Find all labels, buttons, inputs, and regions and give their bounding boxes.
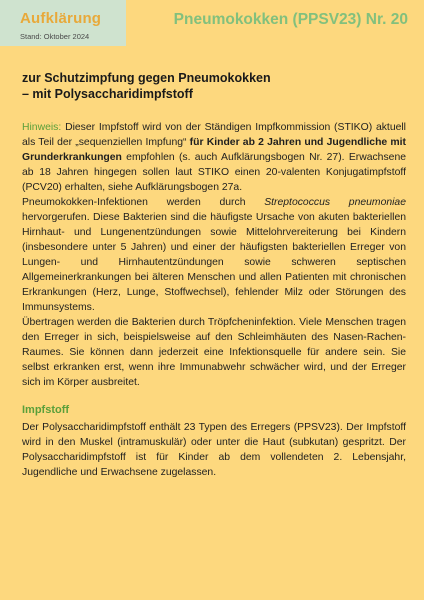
notice-text-1: Dieser Impfstoff wird von der Ständigen Impfkommission (STIKO) aktuell als Teil der „sequenziellen Impfung“ [22, 122, 406, 148]
vaccine-heading: Impfstoff [22, 404, 70, 416]
document-subject [22, 70, 412, 102]
document-title: Pneumokokken (PPSV23) Nr. 20 [173, 11, 408, 28]
notice-emphasis: für Kinder ab 2 Jahren und Jugendliche mit Grunderkrankungen [22, 137, 406, 163]
notice-label: Hinweis: [22, 122, 62, 133]
document-body [22, 120, 406, 480]
notice-text-2: empfohlen (s. auch Aufklärungsbogen Nr. 27). Erwachsene ab 18 Jahren hingegen sollen laut STIKO einen 20-valenten Konjugatimpfstoff (PCV20) erhalten, siehe Aufklärungsbogen 27a. [22, 152, 406, 193]
vaccine-paragraph: Der Polysaccharidimpfstoff enthält 23 Typen des Erregers (PPSV23). Der Impfstoff wird in den Muskel (intramuskulär) oder unter die Haut (subkutan) gespritzt. Der Polysaccharidimpfstoff ist für Kinder ab dem vollendeten 2. Lebensjahr, Jugendliche und Erwachsene zugelassen. [22, 422, 406, 478]
disease-paragraph [22, 195, 406, 315]
revision-date: Stand: Oktober 2024 [20, 32, 90, 41]
document-category-tag [0, 0, 126, 46]
transmission-paragraph: Übertragen werden die Bakterien durch Tröpfcheninfektion. Viele Menschen tragen den Erreger in sich, beispielsweise auf den Schleimhäuten des Nasen-Rachen-Raumes. Sie können dann jederzeit eine Infektionsquelle für andere sein. Sie selbst erkranken erst, wenn ihre Immunabwehr schwächer wird, und der Erreger sich im Körper ausbreitet. [22, 317, 406, 388]
disease-text-1: Pneumokokken-Infektionen werden durch [22, 197, 265, 208]
category-label: Aufklärung [20, 10, 102, 27]
notice-paragraph [22, 120, 406, 195]
subject-line-2: – mit Polysaccharidimpfstoff [22, 87, 193, 101]
subject-line-1: zur Schutzimpfung gegen Pneumokokken [22, 71, 271, 85]
disease-text-2: hervorgerufen. Diese Bakterien sind die häufigste Ursache von akuten bakteriellen Hirnhaut- und Lungenentzündungen sowie Mittelohrvereiterung bei Kindern (insbesondere unter 5 Jahren) und einer der häufigsten bakteriellen Erreger von Lungen- und Hirnhautentzündungen sowie schweren septischen Allgemeinerkrankungen bei älteren Menschen und allen Patienten mit chronischen Erkrankungen (Herz, Lunge, Stoffwechsel), fehlender Milz oder Störungen des Immunsystems. [22, 212, 406, 313]
pathogen-name: Streptococcus pneumoniae [264, 197, 406, 208]
